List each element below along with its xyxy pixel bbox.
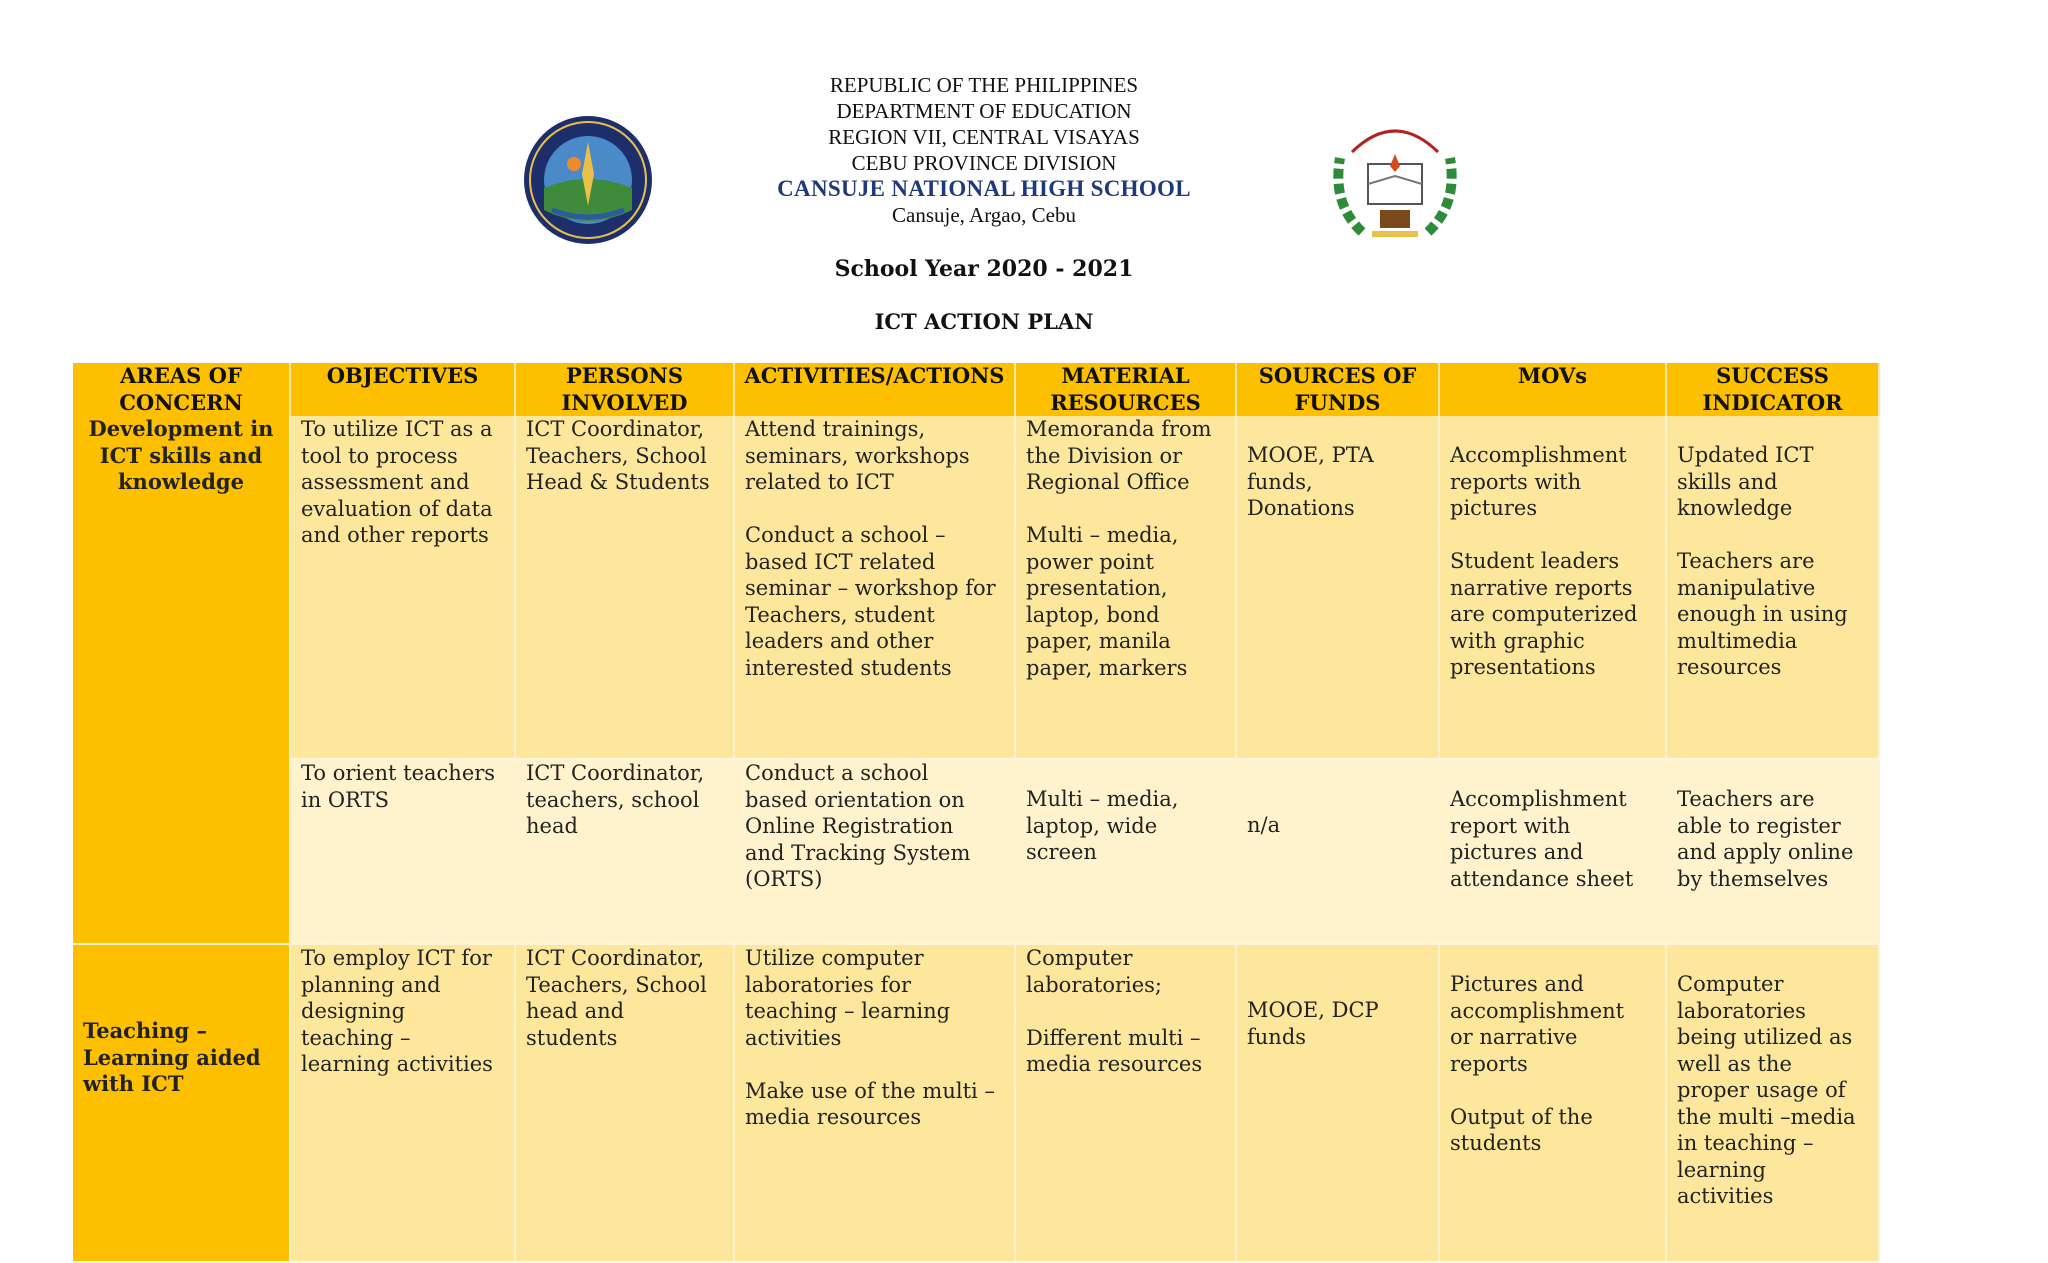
persons-cell: ICT Coordinator, Teachers, School Head & Students	[515, 416, 734, 759]
activities-cell: Attend trainings, seminars, workshops related to ICT Conduct a school – based ICT related seminar – workshop for Teachers, student leaders and other interested students	[734, 416, 1015, 759]
col-header-movs: MOVs	[1439, 363, 1666, 416]
indicator-cell: Updated ICT skills and knowledge Teachers are manipulative enough in using multimedia resources	[1666, 416, 1879, 759]
table-row	[73, 759, 1879, 944]
action-plan-table	[73, 363, 1880, 1263]
col-header-objectives: OBJECTIVES	[290, 363, 515, 416]
department-line: DEPARTMENT OF EDUCATION	[836, 99, 1132, 123]
col-header-indicator: SUCCESS INDICATOR	[1666, 363, 1879, 416]
region-line: REGION VII, CENTRAL VISAYAS	[828, 125, 1140, 149]
materials-cell: Multi – media, laptop, wide screen	[1015, 759, 1236, 944]
division-line: CEBU PROVINCE DIVISION	[851, 151, 1117, 175]
col-header-areas: AREAS OF CONCERN	[73, 363, 290, 416]
plan-title: ICT ACTION PLAN	[874, 309, 1094, 334]
republic-line: REPUBLIC OF THE PHILIPPINES	[829, 73, 1139, 97]
funds-cell: n/a	[1236, 759, 1439, 944]
table-row	[73, 944, 1879, 1262]
indicator-cell: Teachers are able to register and apply online by themselves	[1666, 759, 1879, 944]
letterhead	[0, 72, 1968, 228]
funds-cell: MOOE, PTA funds, Donations	[1236, 416, 1439, 759]
movs-cell: Accomplishment report with pictures and attendance sheet	[1439, 759, 1666, 944]
materials-cell: Computer laboratories; Different multi – media resources	[1015, 944, 1236, 1262]
school-name: CANSUJE NATIONAL HIGH SCHOOL	[777, 176, 1191, 201]
activities-cell: Conduct a school based orientation on Online Registration and Tracking System (ORTS)	[734, 759, 1015, 944]
persons-cell: ICT Coordinator, teachers, school head	[515, 759, 734, 944]
activities-cell: Utilize computer laboratories for teaching – learning activities Make use of the multi – media resources	[734, 944, 1015, 1262]
objective-cell: To orient teachers in ORTS	[290, 759, 515, 944]
table-header-row	[73, 363, 1879, 416]
materials-cell: Memoranda from the Division or Regional Office Multi – media, power point presentation, laptop, bond paper, manila paper, markers	[1015, 416, 1236, 759]
col-header-activities: ACTIVITIES/ACTIONS	[734, 363, 1015, 416]
col-header-materials: MATERIAL RESOURCES	[1015, 363, 1236, 416]
col-header-funds: SOURCES OF FUNDS	[1236, 363, 1439, 416]
area-cell: Teaching – Learning aided with ICT	[73, 944, 290, 1262]
table-row	[73, 416, 1879, 759]
school-year: School Year 2020 - 2021	[834, 256, 1134, 282]
indicator-cell: Computer laboratories being utilized as well as the proper usage of the multi –media in teaching – learning activities	[1666, 944, 1879, 1262]
movs-cell: Pictures and accomplishment or narrative reports Output of the students	[1439, 944, 1666, 1262]
school-address: Cansuje, Argao, Cebu	[892, 203, 1076, 227]
persons-cell: ICT Coordinator, Teachers, School head and students	[515, 944, 734, 1262]
funds-cell: MOOE, DCP funds	[1236, 944, 1439, 1262]
area-cell: Development in ICT skills and knowledge	[73, 416, 290, 944]
movs-cell: Accomplishment reports with pictures Student leaders narrative reports are computerized with graphic presentations	[1439, 416, 1666, 759]
col-header-persons: PERSONS INVOLVED	[515, 363, 734, 416]
objective-cell: To utilize ICT as a tool to process assessment and evaluation of data and other reports	[290, 416, 515, 759]
objective-cell: To employ ICT for planning and designing teaching – learning activities	[290, 944, 515, 1262]
